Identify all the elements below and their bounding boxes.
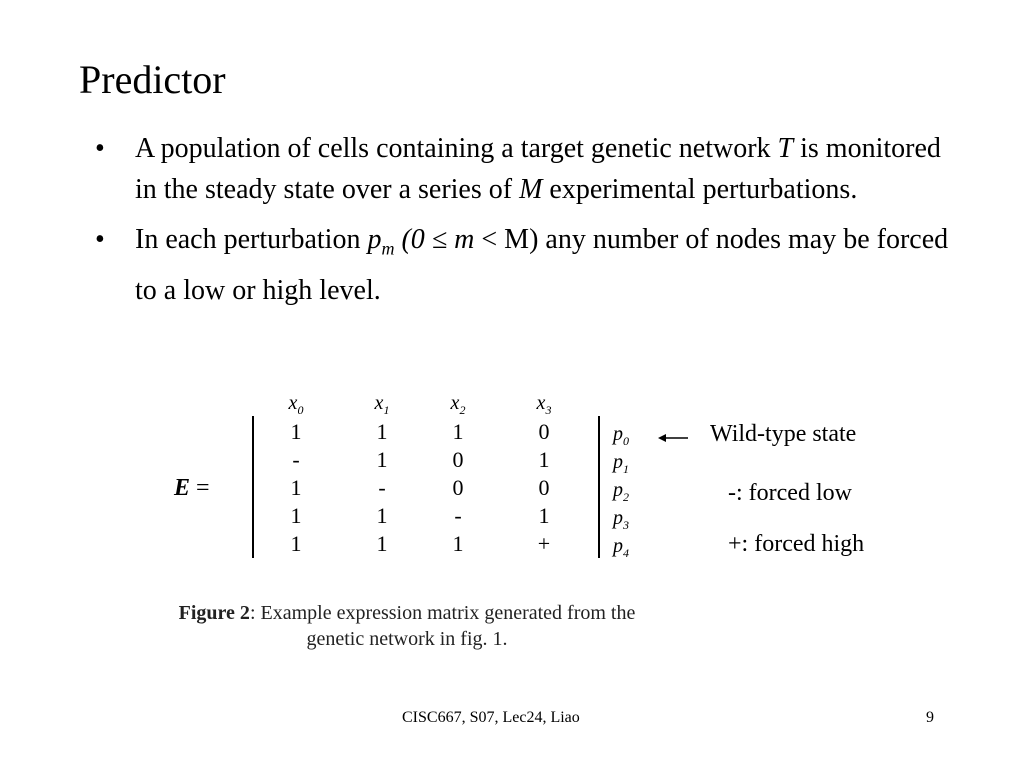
matrix-cell: 1 — [290, 419, 302, 444]
matrix-cell: 1 — [290, 475, 302, 500]
matrix-cell: 1 — [290, 503, 302, 528]
perturbation-count-symbol: M — [519, 174, 543, 205]
column-header: $x_1$ — [374, 392, 390, 417]
network-symbol: T — [777, 133, 794, 164]
bullet-text: In each perturbation — [135, 224, 368, 255]
matrix-cell: 1 — [376, 447, 388, 472]
column-header: $x_3$ — [536, 392, 552, 417]
figure-caption: Figure 2: Example expression matrix generated from the genetic network in fig. 1. — [178, 602, 636, 650]
matrix-cell: 1 — [452, 531, 464, 556]
bullet-text: is monitored in the steady state over a series of — [135, 133, 941, 205]
matrix-cell: + — [537, 531, 551, 556]
matrix-cell: 1 — [538, 503, 550, 528]
expression-matrix-figure — [168, 388, 888, 658]
matrix-cell: 1 — [376, 503, 388, 528]
matrix-cell: 0 — [538, 475, 550, 500]
bullet-marker: • — [95, 224, 105, 255]
matrix-cell: - — [454, 503, 462, 528]
row-label: $p_0$ — [613, 423, 629, 448]
bullet-marker: • — [95, 133, 105, 164]
matrix-cell: 1 — [538, 447, 550, 472]
bullet-item — [95, 128, 955, 210]
bullet-text: any number of nodes may be forced to a low or high level. — [135, 224, 949, 306]
index-symbol: m — [454, 224, 475, 255]
perturbation-subscript: m — [381, 238, 395, 259]
perturbation-symbol: p — [367, 224, 382, 255]
matrix-cell: - — [378, 475, 386, 500]
bullet-list — [95, 128, 955, 320]
column-header: $x_2$ — [450, 392, 466, 417]
matrix-cell: 1 — [376, 531, 388, 556]
range-close: < M) — [474, 224, 539, 255]
bullet-text: A population of cells containing a target genetic network — [135, 133, 778, 164]
row-label: $p_1$ — [613, 451, 629, 476]
matrix-cell: 0 — [452, 475, 464, 500]
column-header: $x_0$ — [288, 392, 304, 417]
forced-high-legend: +: forced high — [728, 531, 865, 557]
range-open: (0 ≤ — [394, 224, 455, 255]
matrix-name: E = — [174, 475, 210, 501]
matrix-cell: 1 — [376, 419, 388, 444]
matrix-left-bar — [252, 416, 254, 558]
page-number: 9 — [926, 709, 934, 726]
row-label: $p_3$ — [613, 507, 629, 532]
footer-course-label: CISC667, S07, Lec24, Liao — [402, 709, 580, 726]
matrix-cell: 1 — [452, 419, 464, 444]
forced-low-legend: -: forced low — [728, 480, 852, 506]
row-label: $p_4$ — [613, 535, 629, 560]
matrix-cell: - — [292, 447, 300, 472]
matrix-cell: 0 — [538, 419, 550, 444]
left-arrow-icon — [658, 432, 688, 444]
bullet-item — [95, 219, 955, 311]
slide-title: Predictor — [79, 57, 226, 102]
wild-type-label: Wild-type state — [710, 421, 857, 447]
matrix-cell: 1 — [290, 531, 302, 556]
row-label: $p_2$ — [613, 479, 629, 504]
bullet-text: experimental perturbations. — [542, 174, 858, 205]
matrix-right-bar — [598, 416, 600, 558]
matrix-cell: 0 — [452, 447, 464, 472]
